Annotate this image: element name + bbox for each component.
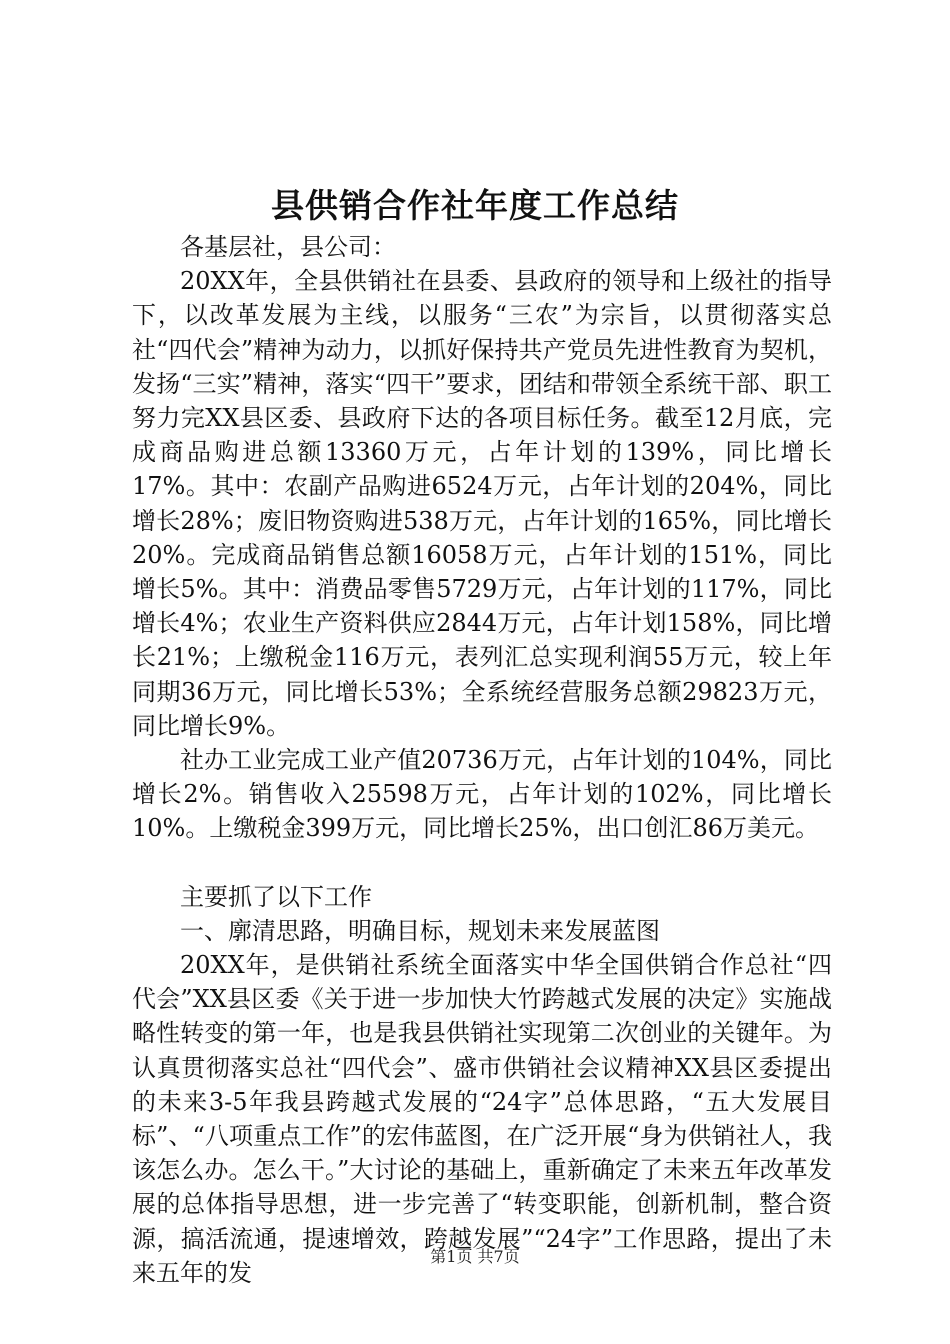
document-body (132, 230, 832, 1290)
salutation: 各基层社，县公司： (180, 233, 396, 261)
section-intro: 主要抓了以下工作 (180, 882, 372, 911)
page-number: 第1页 共7页 (430, 1247, 520, 1266)
paragraph-section-one: 20XX年，是供销社系统全面落实中华全国供销合作总社“四代会”XX县区委《关于进一步加快大竹跨越式发展的决定》实施战略性转变的第一年，也是我县供销社实现第二次创业的关键年。为认真贯彻落实总社“四代会”、盛市供销社会议精神XX县区委提出的未来3-5年我县跨越式发展的“24字”总体思路，“五大发展目标”、“八项重点工作”的宏伟蓝图，在广泛开展“身为供销社人，我该怎么办。怎么干。”大讨论的基础上，重新确定了未来五年改革发展的总体指导思想，进一步完善了“转变职能，创新机制，整合资源，搞活流通，提速增效，跨越发展”“24字”工作思路，提出了未来五年的发 (132, 951, 832, 1287)
section-heading: 一、廓清思路，明确目标，规划未来发展蓝图 (180, 916, 660, 945)
paragraph-industry: 社办工业完成工业产值20736万元，占年计划的104%，同比增长2%。销售收入25598万元，占年计划的102%，同比增长10%。上缴税金399万元，同比增长25%，出口创汇86万美元。 (132, 746, 832, 843)
paragraph-summary: 20XX年，全县供销社在县委、县政府的领导和上级社的指导下，以改革发展为主线，以服务“三农”为宗旨，以贯彻落实总社“四代会”精神为动力，以抓好保持共产党员先进性教育为契机，发扬“三实”精神，落实“四干”要求，团结和带领全系统干部、职工努力完XX县区委、县政府下达的各项目标任务。截至12月底，完成商品购进总额13360万元，占年计划的139%，同比增长17%。其中：农副产品购进6524万元，占年计划的204%，同比增长28%；废旧物资购进538万元，占年计划的165%，同比增长20%。完成商品销售总额16058万元，占年计划的151%，同比增长5%。其中：消费品零售5729万元，占年计划的117%，同比增长4%；农业生产资料供应2844万元，占年计划158%，同比增长21%；上缴税金116万元，表列汇总实现利润55万元，较上年同期36万元，同比增长53%；全系统经营服务总额29823万元，同比增长9%。 (132, 267, 832, 740)
document-title: 县供销合作社年度工作总结 (271, 186, 679, 225)
